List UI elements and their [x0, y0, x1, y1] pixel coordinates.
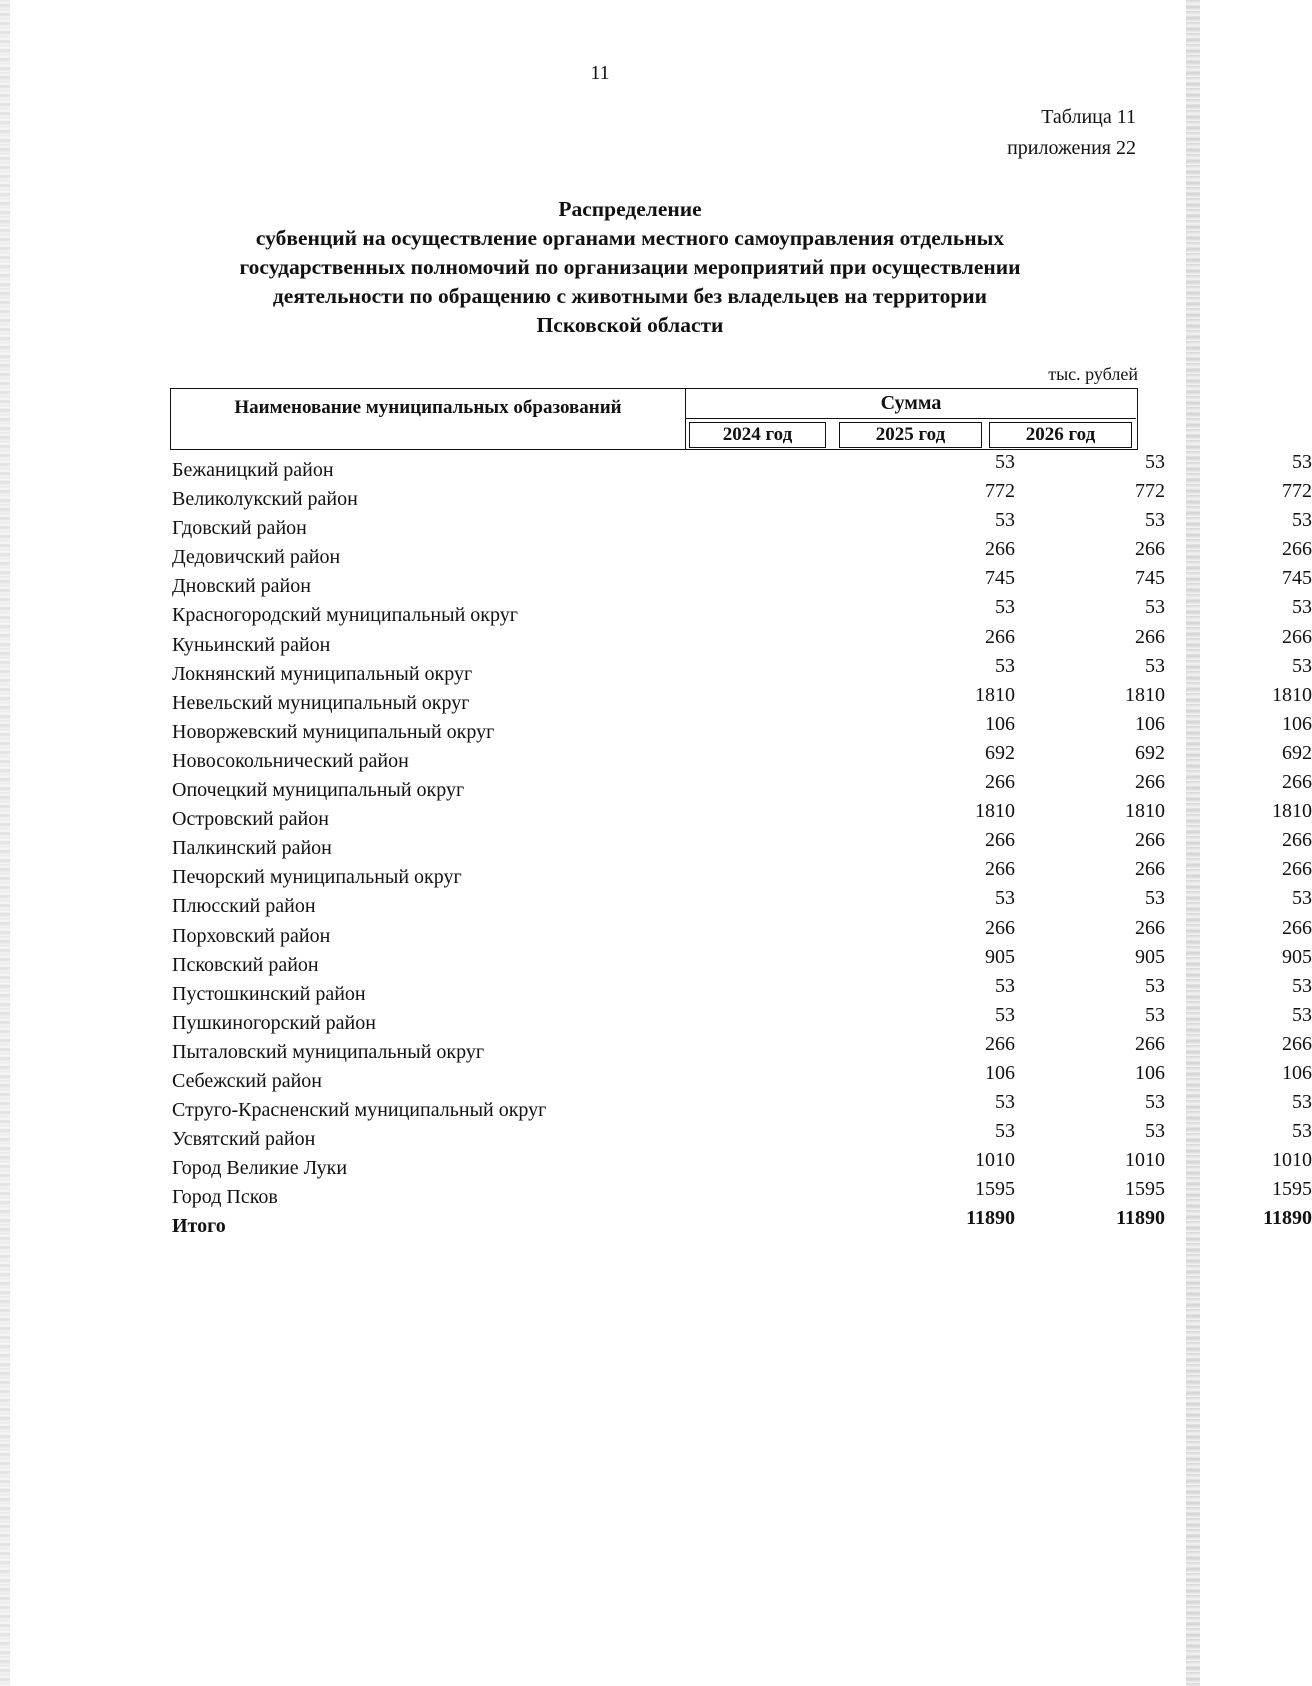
value-2025: 1810: [1125, 800, 1165, 823]
value-2024: 11890: [966, 1207, 1015, 1230]
value-2024: 53: [995, 451, 1015, 473]
value-2024: 266: [985, 538, 1015, 561]
value-2026: 1810: [1272, 683, 1312, 706]
value-2026: 53: [1292, 1003, 1312, 1026]
header-name-column: Наименование муниципальных образований: [171, 389, 686, 449]
header-year-2024: 2024 год: [689, 422, 826, 448]
row-name: Красногородский муниципальный округ: [172, 604, 518, 627]
value-2026: 266: [1282, 771, 1312, 794]
row-name: Невельский муниципальный округ: [172, 691, 470, 714]
value-2024: 905: [985, 945, 1015, 968]
value-2025: 53: [1145, 1120, 1165, 1143]
value-2024: 53: [995, 887, 1015, 910]
value-2026: 266: [1282, 829, 1312, 852]
row-name: Гдовский район: [172, 517, 307, 540]
value-2026: 53: [1292, 974, 1312, 997]
units-label: тыс. рублей: [1048, 364, 1138, 384]
row-name: Локнянский муниципальный округ: [172, 662, 473, 685]
value-2025: 266: [1135, 625, 1165, 648]
value-2025: 772: [1135, 480, 1165, 503]
value-2025: 53: [1145, 1003, 1165, 1026]
row-name: Псковский район: [172, 953, 319, 976]
table-header: [170, 388, 1138, 450]
value-2024: 692: [985, 741, 1015, 764]
row-name: Пушкиногорский район: [172, 1011, 376, 1034]
title-line: деятельности по обращению с животными без владельцев на территории: [272, 284, 988, 308]
value-2026: 266: [1282, 1032, 1312, 1055]
value-2024: 745: [985, 567, 1015, 590]
row-name: Новосокольнический район: [172, 749, 409, 772]
row-name: Дновский район: [172, 575, 311, 598]
row-name: Плюсский район: [172, 895, 316, 918]
total-row: [172, 1207, 1312, 1240]
value-2025: 1010: [1125, 1149, 1165, 1172]
document-title: [130, 195, 1130, 340]
value-2024: 266: [985, 858, 1015, 881]
value-2025: 266: [1135, 771, 1165, 794]
value-2026: 53: [1292, 596, 1312, 619]
row-name: Пустошкинский район: [172, 982, 366, 1005]
value-2024: 53: [995, 1003, 1015, 1026]
page-number: 11: [590, 62, 610, 84]
value-2025: 266: [1135, 538, 1165, 561]
title-line: государственных полномочий по организации мероприятий при осуществлении: [239, 255, 1021, 279]
value-2026: 1595: [1272, 1178, 1312, 1201]
value-2024: 772: [985, 480, 1015, 503]
header-sum-column: Сумма: [686, 389, 1136, 419]
value-2025: 106: [1135, 1061, 1165, 1084]
table-reference-line2: приложения 22: [1007, 137, 1136, 159]
value-2024: 266: [985, 625, 1015, 648]
value-2024: 53: [995, 596, 1015, 619]
row-name: Струго-Красненский муниципальный округ: [172, 1099, 547, 1122]
value-2024: 106: [985, 1061, 1015, 1084]
value-2025: 266: [1135, 916, 1165, 939]
scan-edge-left: [0, 0, 10, 1686]
row-name: Палкинский район: [172, 837, 332, 860]
table-reference-line1: Таблица 11: [1041, 106, 1136, 128]
value-2025: 106: [1135, 712, 1165, 735]
value-2026: 1810: [1272, 800, 1312, 823]
value-2024: 53: [995, 654, 1015, 677]
value-2026: 11890: [1263, 1207, 1312, 1230]
value-2026: 905: [1282, 945, 1312, 968]
value-2026: 53: [1292, 654, 1312, 677]
value-2026: 53: [1292, 509, 1312, 532]
value-2025: 692: [1135, 741, 1165, 764]
row-name: Порховский район: [172, 924, 331, 947]
title-line: субвенций на осуществление органами местного самоуправления отдельных: [255, 226, 1005, 250]
value-2025: 53: [1145, 509, 1165, 532]
value-2025: 53: [1145, 451, 1165, 473]
value-2026: 266: [1282, 538, 1312, 561]
value-2024: 266: [985, 1032, 1015, 1055]
value-2026: 1010: [1272, 1149, 1312, 1172]
value-2026: 745: [1282, 567, 1312, 590]
value-2024: 53: [995, 974, 1015, 997]
value-2024: 266: [985, 829, 1015, 852]
value-2024: 53: [995, 509, 1015, 532]
value-2025: 745: [1135, 567, 1165, 590]
value-2024: 266: [985, 771, 1015, 794]
value-2024: 1595: [975, 1178, 1015, 1201]
row-name: Город Великие Луки: [172, 1157, 348, 1180]
row-name: Пыталовский муниципальный округ: [172, 1040, 485, 1063]
value-2026: 106: [1282, 712, 1312, 735]
row-name: Город Псков: [172, 1186, 278, 1209]
value-2025: 53: [1145, 596, 1165, 619]
value-2025: 1810: [1125, 683, 1165, 706]
row-name: Себежский район: [172, 1069, 322, 1092]
value-2026: 266: [1282, 916, 1312, 939]
value-2025: 266: [1135, 858, 1165, 881]
value-2025: 53: [1145, 887, 1165, 910]
row-name: Бежаницкий район: [172, 459, 334, 481]
value-2026: 106: [1282, 1061, 1312, 1084]
row-name: Новоржевский муниципальный округ: [172, 720, 495, 743]
value-2024: 1810: [975, 800, 1015, 823]
value-2024: 53: [995, 1120, 1015, 1143]
table-reference: [1007, 102, 1136, 164]
value-2026: 53: [1292, 1120, 1312, 1143]
value-2026: 53: [1292, 1091, 1312, 1114]
row-name: Великолукский район: [172, 488, 358, 511]
value-2024: 1810: [975, 683, 1015, 706]
value-2026: 266: [1282, 625, 1312, 648]
title-line: Псковской области: [536, 313, 724, 337]
value-2024: 266: [985, 916, 1015, 939]
row-name: Островский район: [172, 808, 329, 831]
value-2024: 106: [985, 712, 1015, 735]
row-name: Дедовичский район: [172, 546, 341, 569]
value-2025: 53: [1145, 1091, 1165, 1114]
row-name: Печорский муниципальный округ: [172, 866, 462, 889]
value-2025: 53: [1145, 974, 1165, 997]
title-line: Распределение: [558, 197, 702, 221]
table-body: [172, 451, 1312, 1241]
value-2024: 53: [995, 1091, 1015, 1114]
value-2026: 53: [1292, 451, 1312, 473]
value-2024: 1010: [975, 1149, 1015, 1172]
value-2026: 692: [1282, 741, 1312, 764]
header-year-2026: 2026 год: [989, 422, 1132, 448]
row-name: Усвятский район: [172, 1128, 316, 1151]
value-2026: 772: [1282, 480, 1312, 503]
value-2026: 53: [1292, 887, 1312, 910]
value-2026: 266: [1282, 858, 1312, 881]
value-2025: 266: [1135, 1032, 1165, 1055]
row-name: Опочецкий муниципальный округ: [172, 779, 465, 802]
value-2025: 905: [1135, 945, 1165, 968]
header-year-2025: 2025 год: [839, 422, 982, 448]
value-2025: 1595: [1125, 1178, 1165, 1201]
value-2025: 11890: [1116, 1207, 1165, 1230]
row-name: Итого: [172, 1215, 226, 1238]
value-2025: 53: [1145, 654, 1165, 677]
row-name: Куньинский район: [172, 633, 331, 656]
value-2025: 266: [1135, 829, 1165, 852]
